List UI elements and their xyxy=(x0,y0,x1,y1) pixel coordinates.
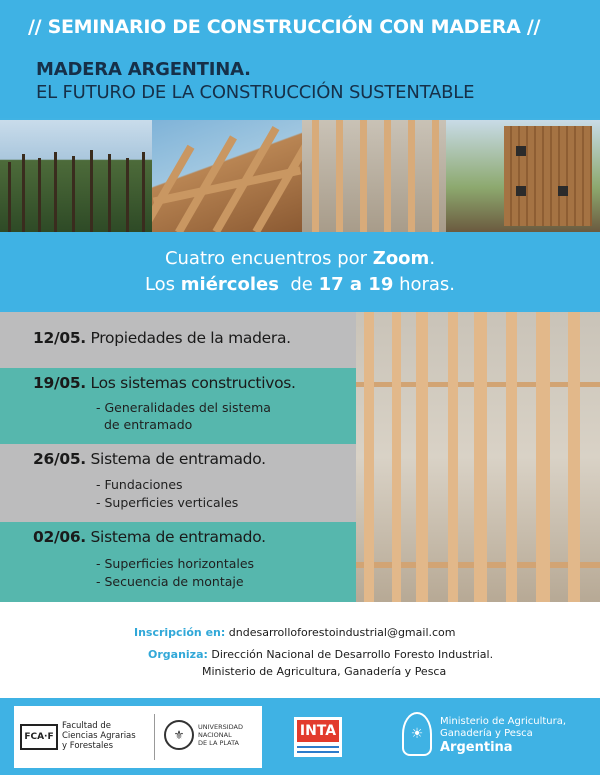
wall-framing-photo xyxy=(302,120,446,232)
roof-framing-photo xyxy=(152,120,302,232)
inta-logo: INTA xyxy=(294,717,342,757)
session-item xyxy=(0,522,356,602)
faculty-name: Facultad de Ciencias Agrarias y Forestales xyxy=(62,721,136,751)
footer-logos xyxy=(0,698,600,775)
session-subtopic: - Fundaciones xyxy=(96,477,183,492)
timber-frame-photo xyxy=(356,312,600,602)
logo-divider xyxy=(154,714,155,760)
session-date: 19/05. xyxy=(33,374,86,392)
session-subtopic: - Generalidades del sistema xyxy=(96,400,271,415)
header-banner xyxy=(0,0,600,118)
argentina-shield-icon: ☀ xyxy=(402,712,432,756)
session-title: Sistema de entramado. xyxy=(85,528,266,546)
session-subtopic: de entramado xyxy=(96,417,193,432)
wooden-house-photo xyxy=(446,120,600,232)
seminar-series-title: // SEMINARIO DE CONSTRUCCIÓN CON MADERA // xyxy=(28,16,541,38)
organizer-line-2: Ministerio de Agricultura, Ganadería y Pesca xyxy=(202,665,447,678)
ministry-logo-text: Ministerio de Agricultura, Ganadería y Pesca Argentina xyxy=(440,716,567,755)
session-item xyxy=(0,444,356,522)
schedule-summary-band xyxy=(0,232,600,310)
organizer-line: Organiza: Dirección Nacional de Desarrollo Foresto Industrial. xyxy=(148,648,494,661)
session-subtopic: - Superficies verticales xyxy=(96,495,239,510)
session-item xyxy=(0,368,356,444)
session-date: 26/05. xyxy=(33,450,86,468)
event-title xyxy=(36,58,474,104)
contact-info xyxy=(0,602,600,698)
unlp-seal-icon: ⚜ xyxy=(164,720,194,750)
time-line: Los miércoles de 17 a 19 horas. xyxy=(144,274,456,295)
session-subtopic: - Secuencia de montaje xyxy=(96,574,244,589)
session-date: 12/05. xyxy=(33,329,86,347)
session-title: Propiedades de la madera. xyxy=(85,329,291,347)
session-schedule xyxy=(0,312,356,602)
session-item xyxy=(0,312,356,368)
session-subtopic: - Superficies horizontales xyxy=(96,556,255,571)
session-title: Los sistemas constructivos. xyxy=(85,374,296,392)
forest-photo xyxy=(0,120,152,232)
session-title: Sistema de entramado. xyxy=(85,450,266,468)
registration-email[interactable]: dndesarrolloforestoindustrial@gmail.com xyxy=(225,626,456,639)
fcaf-logo: FCA·F xyxy=(20,724,58,750)
meetings-line: Cuatro encuentros por Zoom. xyxy=(164,248,436,269)
university-name: UNIVERSIDAD NACIONAL DE LA PLATA xyxy=(198,723,243,747)
photo-strip xyxy=(0,120,600,232)
session-date: 02/06. xyxy=(33,528,86,546)
registration-line: Inscripción en: dndesarrolloforestoindustrial@gmail.com xyxy=(134,626,456,639)
event-title-line1: MADERA ARGENTINA. xyxy=(36,59,251,80)
event-title-line2: EL FUTURO DE LA CONSTRUCCIÓN SUSTENTABLE xyxy=(36,82,475,103)
university-logos xyxy=(14,706,262,768)
